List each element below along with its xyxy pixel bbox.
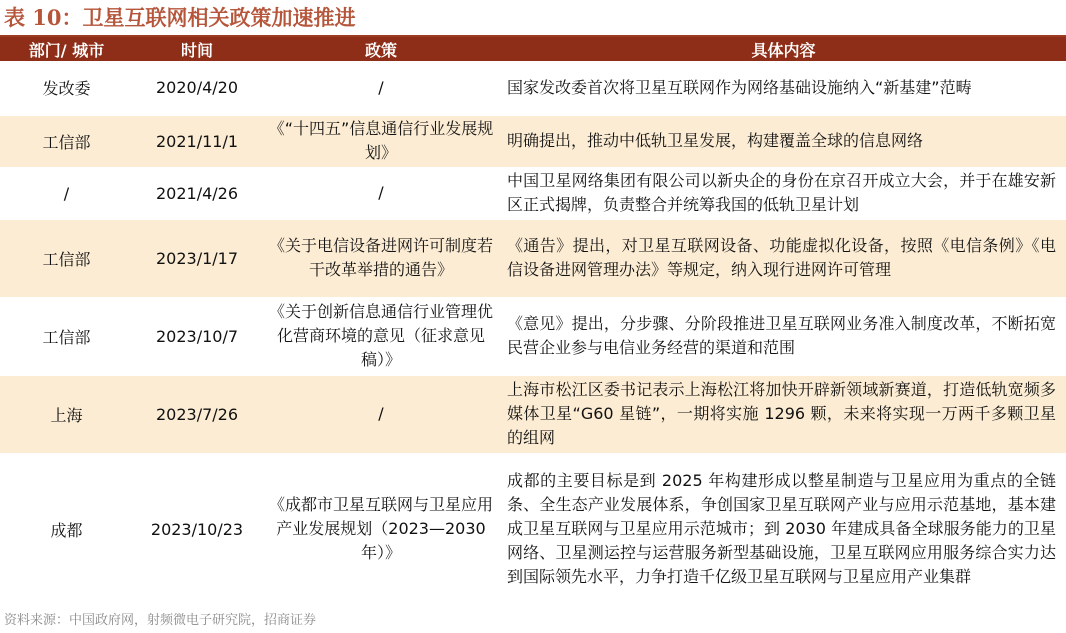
cell-policy: 《关于创新信息通信行业管理优化营商环境的意见（征求意见稿）》 [261,297,501,375]
cell-dept: 工信部 [0,115,133,167]
cell-content: 《意见》提出，分步骤、分阶段推进卫星互联网业务准入制度改革，不断拓宽民营企业参与电信业务经营的渠道和范围 [501,297,1066,375]
table-row [0,453,1066,605]
cell-policy: 《成都市卫星互联网与卫星应用产业发展规划（2023—2030 年）》 [261,453,501,605]
cell-date: 2021/11/1 [133,115,261,167]
table-row [0,297,1066,375]
source-note: 资料来源：中国政府网，射频微电子研究院，招商证券 [4,613,317,628]
cell-date: 2023/10/7 [133,297,261,375]
cell-content: 上海市松江区委书记表示上海松江将加快开辟新领域新赛道，打造低轨宽频多媒体卫星“G60 星链”，一期将实施 1296 颗，未来将实现一万两千多颗卫星的组网 [501,375,1066,453]
cell-dept: 工信部 [0,297,133,375]
table-row [0,61,1066,115]
cell-date: 2023/7/26 [133,375,261,453]
header-dept: 部门/ 城市 [0,37,133,61]
cell-content: 明确提出，推动中低轨卫星发展，构建覆盖全球的信息网络 [501,115,1066,167]
cell-content: 中国卫星网络集团有限公司以新央企的身份在京召开成立大会，并于在雄安新区正式揭牌，负责整合并统筹我国的低轨卫星计划 [501,167,1066,219]
header-policy: 政策 [261,37,501,61]
cell-date: 2020/4/20 [133,61,261,115]
cell-date: 2023/10/23 [133,453,261,605]
cell-dept: 工信部 [0,219,133,297]
cell-policy: / [261,167,501,219]
cell-dept: 上海 [0,375,133,453]
table-row [0,375,1066,453]
cell-policy: / [261,375,501,453]
cell-date: 2021/4/26 [133,167,261,219]
header-date: 时间 [133,37,261,61]
table-title: 表 10：卫星互联网相关政策加速推进 [4,5,356,30]
table-row [0,219,1066,297]
cell-dept: 成都 [0,453,133,605]
cell-content: 《通告》提出，对卫星互联网设备、功能虚拟化设备，按照《电信条例》《电信设备进网管理办法》等规定，纳入现行进网许可管理 [501,219,1066,297]
cell-content: 国家发改委首次将卫星互联网作为网络基础设施纳入“新基建”范畴 [501,61,1066,115]
cell-policy: 《“十四五”信息通信行业发展规划》 [261,115,501,167]
cell-dept: / [0,167,133,219]
table-row [0,115,1066,167]
cell-date: 2023/1/17 [133,219,261,297]
header-content: 具体内容 [501,37,1066,61]
policy-table [0,37,1066,606]
header-row [0,37,1066,61]
cell-dept: 发改委 [0,61,133,115]
cell-content: 成都的主要目标是到 2025 年构建形成以整星制造与卫星应用为重点的全链条、全生态产业发展体系，争创国家卫星互联网产业与应用示范基地，基本建成卫星互联网与卫星应用示范城市；到 2030 年建成具备全球服务能力的卫星网络、卫星测运控与运营服务新型基础设施，卫星互联网应用服务综合实力达到国际领先水平，力争打造千亿级卫星互联网与卫星应用产业集群 [501,453,1066,605]
table-row [0,167,1066,219]
cell-policy: 《关于电信设备进网许可制度若干改革举措的通告》 [261,219,501,297]
cell-policy: / [261,61,501,115]
